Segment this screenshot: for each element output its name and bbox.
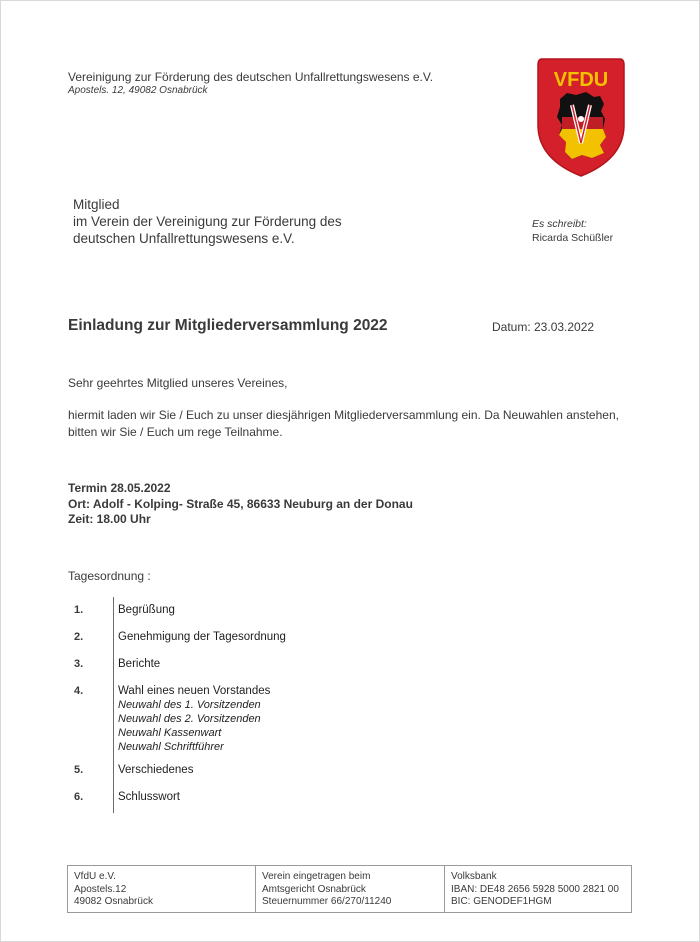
writer-block [532,217,613,245]
recipient-line: deutschen Unfallrettungswesens e.V. [73,231,295,246]
agenda-subitem: Neuwahl des 1. Vorsitzenden [118,699,261,711]
writer-label: Es schreibt: [532,218,587,230]
recipient-line: Mitglied [73,197,120,212]
logo-text: VFDU [553,69,609,91]
event-details [68,481,413,528]
recipient-block [73,196,342,247]
footer-table [67,865,632,913]
agenda-number: 1. [74,604,84,616]
event-termin: Termin 28.05.2022 [68,481,171,495]
body-text: hiermit laden wir Sie / Euch zu unser diesjährigen Mitgliederversammlung ein. Da Neuwahlen anstehen, bitten wir Sie / Euch um rege Teilnahme. [68,408,619,439]
agenda-number: 3. [74,658,84,670]
agenda-subitem: Neuwahl Kassenwart [118,727,222,739]
footer-col-address [68,866,256,912]
agenda-item: Begrüßung [118,604,175,616]
footer-line: BIC: GENODEF1HGM [451,896,552,907]
writer-name: Ricarda Schüßler [532,232,614,244]
footer-line: Amtsgericht Osnabrück [262,883,366,895]
org-address: Apostels. 12, 49082 Osnabrück [68,85,208,96]
agenda-subitem: Neuwahl Schriftführer [118,741,224,753]
agenda-number: 2. [74,631,84,643]
agenda-item: Berichte [118,658,161,670]
salutation: Sehr geehrtes Mitglied unseres Vereines, [68,376,288,390]
footer-col-bank [445,866,631,912]
agenda-item: Wahl eines neuen Vorstandes [118,685,271,697]
agenda-number: 4. [74,685,84,697]
footer-line: Verein eingetragen beim [262,871,371,882]
footer-line: Apostels.12 [74,883,127,895]
footer-line: IBAN: DE48 2656 5928 5000 2821 00 [451,883,619,895]
vfdu-logo [534,55,628,179]
footer-line: Volksbank [451,871,497,882]
letter-subject: Einladung zur Mitgliederversammlung 2022 [68,317,388,334]
recipient-line: im Verein der Vereinigung zur Förderung des [73,214,342,229]
event-ort: Ort: Adolf - Kolping- Straße 45, 86633 Neuburg an der Donau [68,496,413,511]
agenda-divider [113,597,114,813]
footer-line: Steuernummer 66/270/11240 [262,896,392,907]
agenda-title: Tagesordnung : [68,569,151,583]
letter-date: Datum: 23.03.2022 [492,320,595,334]
agenda-item: Genehmigung der Tagesordnung [118,631,286,643]
agenda-subitem: Neuwahl des 2. Vorsitzenden [118,713,261,725]
agenda-number: 6. [74,791,84,803]
org-name: Vereinigung zur Förderung des deutschen Unfallrettungswesens e.V. [68,70,434,84]
footer-line: 49082 Osnabrück [74,896,153,907]
event-zeit: Zeit: 18.00 Uhr [68,512,151,526]
footer-col-registry [256,866,445,912]
agenda-item: Verschiedenes [118,764,194,776]
agenda-item: Schlusswort [118,791,180,803]
agenda-number: 5. [74,764,84,776]
footer-line: VfdU e.V. [74,871,116,882]
